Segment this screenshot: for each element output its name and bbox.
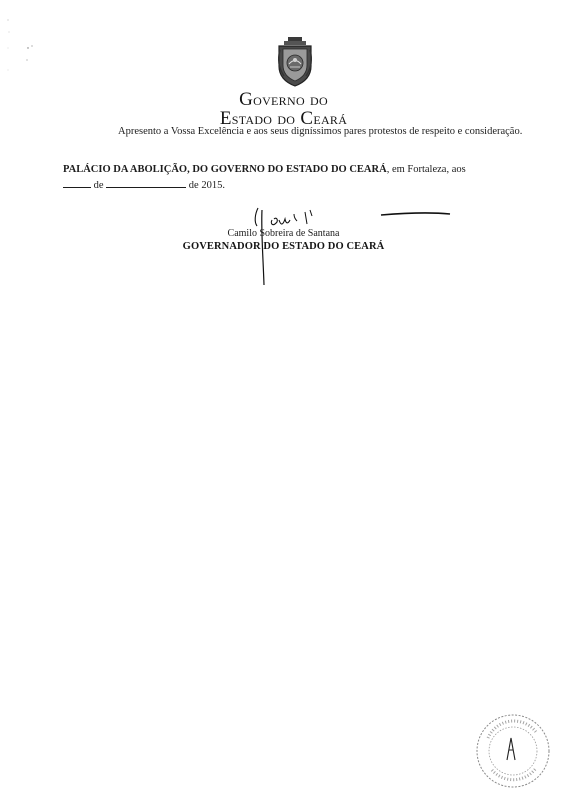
letterhead-estado-do-ceara: ESTADO DO CEARÁ bbox=[219, 108, 348, 129]
letterhead-governo: GOVERNO DO bbox=[239, 89, 328, 110]
signatory-name: Camilo Sobreira de Santana bbox=[227, 228, 340, 239]
palace-name: PALÁCIO DA ABOLIÇÃO, DO GOVERNO DO ESTADO DO CEARÁ bbox=[63, 164, 387, 175]
date-de-2: de 2015. bbox=[188, 180, 225, 191]
signatory-title: GOVERNADOR DO ESTADO DO CEARÁ bbox=[182, 241, 385, 252]
letterhead bbox=[0, 90, 567, 128]
scan-specks bbox=[6, 10, 36, 90]
month-blank bbox=[106, 177, 186, 188]
place-and-date-paragraph bbox=[63, 163, 531, 193]
place-text: , em Fortaleza, aos bbox=[386, 164, 466, 175]
day-blank bbox=[63, 177, 91, 188]
official-round-stamp-icon bbox=[474, 712, 552, 790]
date-de-1: de bbox=[93, 180, 104, 191]
closing-paragraph: Apresento a Vossa Excelência e aos seus digníssimos pares protestos de respeito e consideração. bbox=[118, 126, 523, 137]
state-coat-of-arms-icon bbox=[274, 36, 316, 88]
